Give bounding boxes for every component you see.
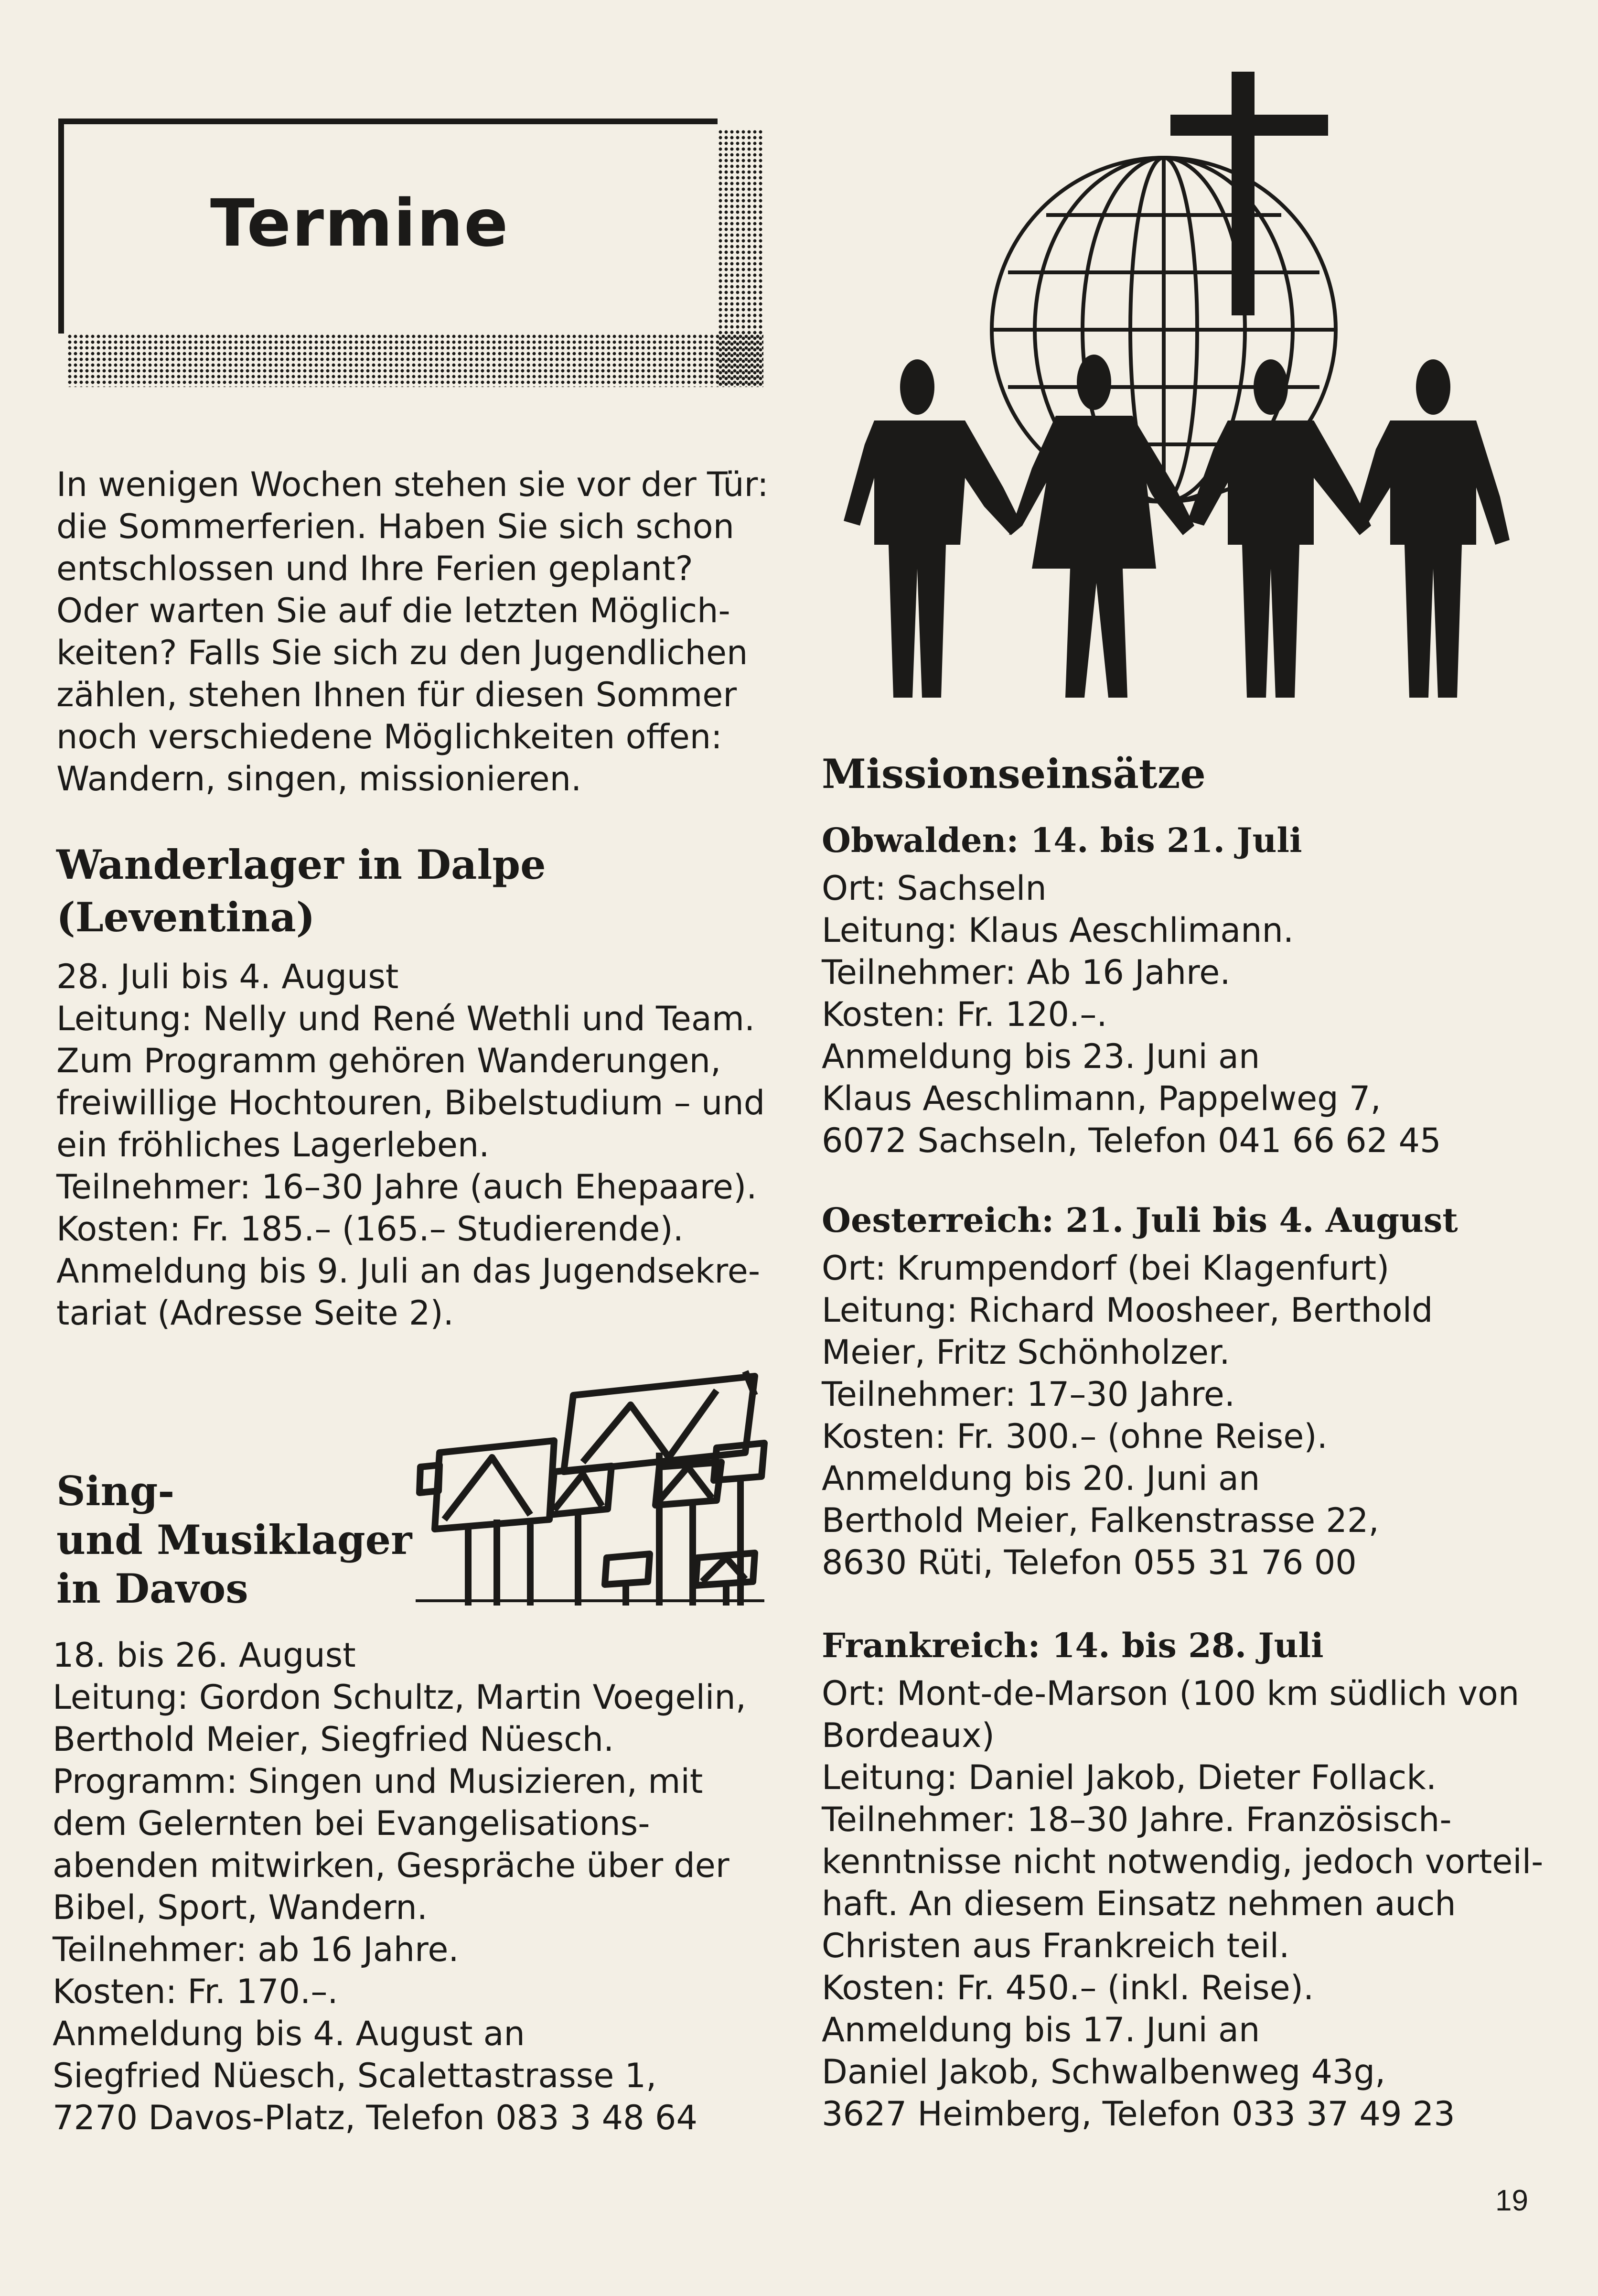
heading-line: (Leventina)	[56, 894, 315, 941]
header-box-shadow	[67, 334, 763, 387]
detail-line: Siegfried Nüesch, Scalettastrasse 1,	[53, 2056, 657, 2095]
detail-line: Leitung: Richard Moosheer, Berthold	[822, 1291, 1433, 1330]
detail-line: Teilnehmer: 18–30 Jahre. Französisch-	[822, 1800, 1452, 1839]
detail-line: Zum Programm gehören Wanderungen,	[56, 1041, 721, 1080]
detail-line: dem Gelernten bei Evangelisations-	[53, 1804, 650, 1843]
detail-line: Anmeldung bis 9. Juli an das Jugendsekre-	[56, 1251, 761, 1291]
detail-line: Teilnehmer: 16–30 Jahre (auch Ehepaare).	[56, 1167, 757, 1207]
detail-line: Christen aus Frankreich teil.	[822, 1926, 1290, 1965]
intro-line: die Sommerferien. Haben Sie sich schon	[56, 507, 734, 546]
intro-line: keiten? Falls Sie sich zu den Jugendlichen	[56, 633, 748, 672]
detail-line: Bibel, Sport, Wandern.	[53, 1888, 428, 1927]
detail-line: Kosten: Fr. 300.– (ohne Reise).	[822, 1417, 1328, 1456]
intro-line: noch verschiedene Möglichkeiten offen:	[56, 717, 722, 756]
globe-cross-people-illustration	[822, 67, 1519, 707]
detail-line: Ort: Sachseln	[822, 869, 1047, 908]
heading-line: und Musiklager	[56, 1516, 412, 1563]
detail-line: Kosten: Fr. 120.–.	[822, 995, 1107, 1034]
detail-line: abenden mitwirken, Gespräche über der	[53, 1846, 729, 1885]
page-title: Termine	[210, 186, 509, 261]
detail-line: ein fröhliches Lagerleben.	[56, 1125, 490, 1164]
singlager-details	[53, 1634, 746, 2139]
detail-line: Anmeldung bis 23. Juni an	[822, 1037, 1260, 1076]
obwalden-details	[822, 867, 1538, 1162]
detail-line: kenntnisse nicht notwendig, jedoch vorteil-	[822, 1842, 1544, 1881]
detail-line: Teilnehmer: 17–30 Jahre.	[822, 1375, 1235, 1414]
detail-line: Teilnehmer: ab 16 Jahre.	[53, 1930, 459, 1969]
heading-line: in Davos	[56, 1565, 248, 1612]
detail-line: 6072 Sachseln, Telefon 041 66 62 45	[822, 1121, 1441, 1160]
detail-line: Programm: Singen und Musizieren, mit	[53, 1762, 703, 1801]
section-heading-singlager	[56, 1467, 412, 1613]
detail-line: Kosten: Fr. 450.– (inkl. Reise).	[822, 1968, 1314, 2007]
detail-line: Ort: Krumpendorf (bei Klagenfurt)	[822, 1249, 1390, 1288]
detail-line: haft. An diesem Einsatz nehmen auch	[822, 1884, 1456, 1923]
detail-line: 3627 Heimberg, Telefon 033 37 49 23	[822, 2094, 1455, 2134]
detail-line: Leitung: Daniel Jakob, Dieter Follack.	[822, 1758, 1437, 1797]
subheading-oesterreich: Oesterreich: 21. Juli bis 4. August	[822, 1200, 1458, 1240]
detail-line: 8630 Rüti, Telefon 055 31 76 00	[822, 1543, 1357, 1582]
intro-line: In wenigen Wochen stehen sie vor der Tür:	[56, 465, 769, 504]
detail-line: Kosten: Fr. 185.– (165.– Studierende).	[56, 1209, 684, 1249]
detail-line: Leitung: Nelly und René Wethli und Team.	[56, 999, 755, 1038]
detail-line: Anmeldung bis 4. August an	[53, 2014, 525, 2053]
detail-line: 28. Juli bis 4. August	[56, 957, 399, 996]
detail-line: Klaus Aeschlimann, Pappelweg 7,	[822, 1079, 1381, 1118]
detail-line: Berthold Meier, Siegfried Nüesch.	[53, 1720, 614, 1759]
subheading-frankreich: Frankreich: 14. bis 28. Juli	[822, 1626, 1324, 1665]
detail-line: Anmeldung bis 20. Juni an	[822, 1459, 1260, 1498]
detail-line: Bordeaux)	[822, 1716, 995, 1755]
intro-line: Oder warten Sie auf die letzten Möglich-	[56, 591, 730, 630]
detail-line: Daniel Jakob, Schwalbenweg 43g,	[822, 2052, 1386, 2091]
section-heading-wanderlager	[56, 839, 768, 944]
page-number: 19	[1495, 2184, 1528, 2217]
detail-line: tariat (Adresse Seite 2).	[56, 1294, 454, 1333]
intro-paragraph	[56, 464, 768, 800]
detail-line: Leitung: Gordon Schultz, Martin Voegelin,	[53, 1678, 746, 1717]
detail-line: freiwillige Hochtouren, Bibelstudium – und	[56, 1083, 765, 1122]
detail-line: 7270 Davos-Platz, Telefon 083 3 48 64	[53, 2098, 697, 2137]
music-stands-illustration	[411, 1357, 774, 1625]
intro-line: Wandern, singen, missionieren.	[56, 759, 582, 798]
detail-line: Meier, Fritz Schönholzer.	[822, 1333, 1230, 1372]
frankreich-details	[822, 1672, 1544, 2135]
heading-line: Wanderlager in Dalpe	[56, 841, 546, 888]
detail-line: Leitung: Klaus Aeschlimann.	[822, 911, 1294, 950]
detail-line: Anmeldung bis 17. Juni an	[822, 2010, 1260, 2049]
detail-line: Teilnehmer: Ab 16 Jahre.	[822, 953, 1231, 992]
detail-line: Kosten: Fr. 170.–.	[53, 1972, 338, 2011]
heading-line: Sing-	[56, 1467, 175, 1515]
detail-line: 18. bis 26. August	[53, 1636, 356, 1675]
detail-line: Ort: Mont-de-Marson (100 km südlich von	[822, 1674, 1520, 1713]
intro-line: entschlossen und Ihre Ferien geplant?	[56, 549, 693, 588]
intro-line: zählen, stehen Ihnen für diesen Sommer	[56, 675, 737, 714]
detail-line: Berthold Meier, Falkenstrasse 22,	[822, 1501, 1379, 1540]
oesterreich-details	[822, 1247, 1538, 1584]
subheading-obwalden: Obwalden: 14. bis 21. Juli	[822, 820, 1302, 860]
wanderlager-details	[56, 956, 768, 1334]
section-heading-mission: Missionseinsätze	[822, 750, 1206, 798]
